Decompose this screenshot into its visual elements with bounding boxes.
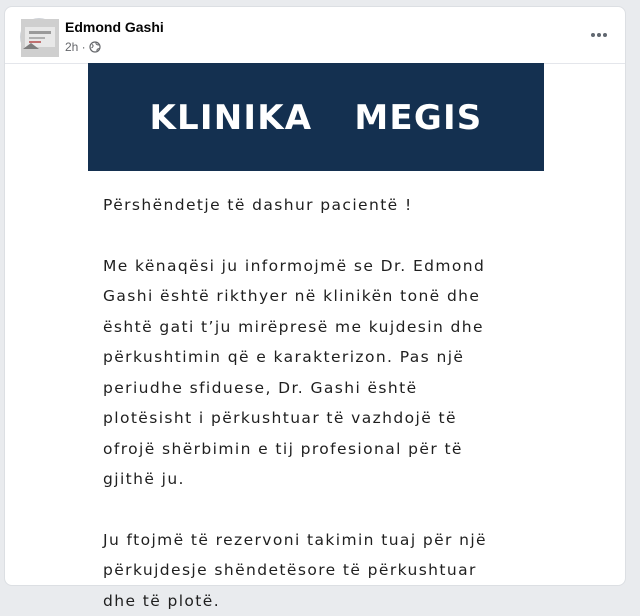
paragraph-line: gjithë ju. [103, 464, 573, 495]
paragraph-line: ofrojë shërbimin e tij profesional për të [103, 434, 573, 465]
post-time[interactable]: 2h · [65, 40, 86, 54]
banner-title: KLINIKA MEGIS [149, 98, 482, 138]
paragraph-line: përkujdesje shëndetësore të përkushtuar [103, 555, 573, 586]
avatar-image [21, 19, 59, 57]
clinic-banner [88, 63, 544, 171]
more-options-button[interactable] [587, 24, 611, 46]
paragraph-line: është gati t’ju mirëpresë me kujdesin dhe [103, 312, 573, 343]
paragraph-line: periudhe sfiduese, Dr. Gashi është [103, 373, 573, 404]
paragraph-line: Me kënaqësi ju informojmë se Dr. Edmond [103, 251, 573, 282]
author-name[interactable]: Edmond Gashi [65, 19, 164, 35]
paragraph-line: Ju ftojmë të rezervoni takimin tuaj për një [103, 525, 573, 556]
paragraph-line: dhe të plotë. [103, 586, 573, 616]
avatar[interactable] [20, 18, 58, 56]
greeting-text: Përshëndetje të dashur pacientë ! [103, 190, 573, 221]
post-meta [65, 40, 101, 54]
globe-icon [89, 41, 101, 53]
paragraph-line: Gashi është rikthyer në klinikën tonë dhe [103, 281, 573, 312]
paragraph-line: plotësisht i përkushtuar të vazhdojë të [103, 403, 573, 434]
post-text [103, 190, 573, 616]
more-horizontal-icon [590, 32, 608, 38]
post-header [5, 7, 625, 64]
post-card [4, 6, 626, 586]
paragraph-line: përkushtimin që e karakterizon. Pas një [103, 342, 573, 373]
